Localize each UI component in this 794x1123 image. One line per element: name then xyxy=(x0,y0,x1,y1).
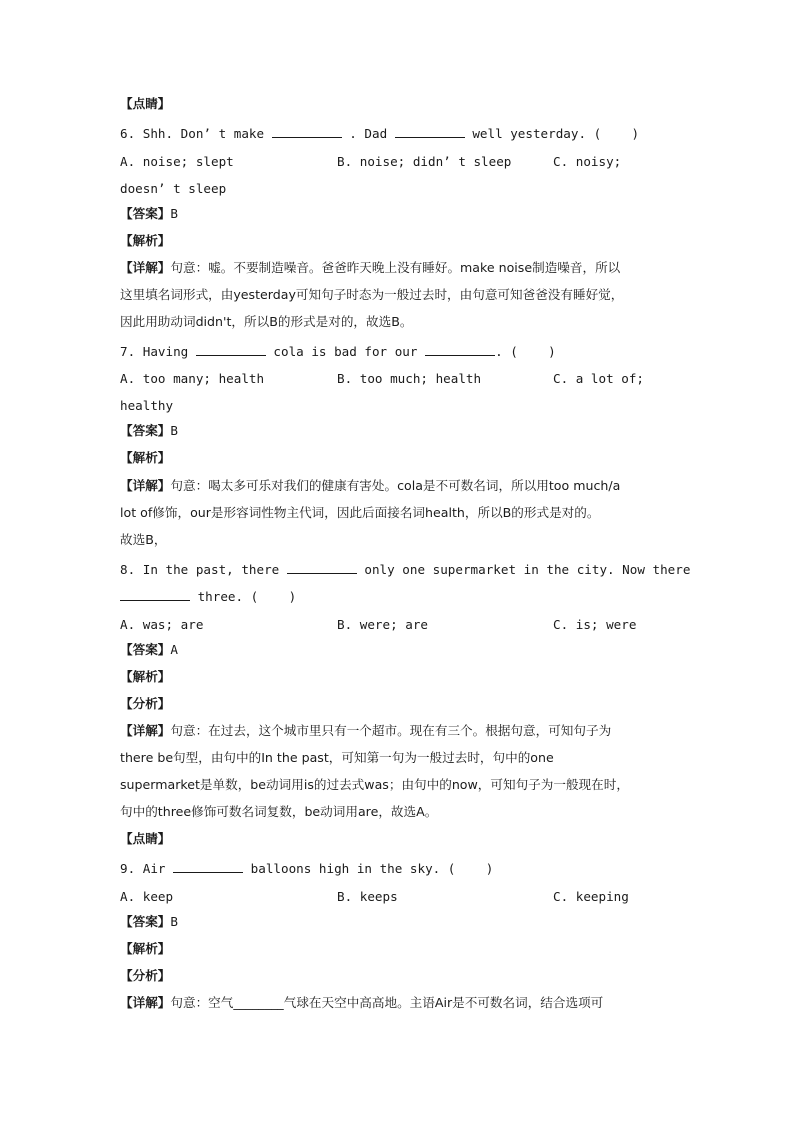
answer-value: B xyxy=(170,914,178,929)
question-number: 7. xyxy=(120,344,143,359)
explanation-text: 句意：空气________气球在天空中高高地。主语Air是不可数名词，结合选项可 xyxy=(170,995,604,1010)
option-c: C. a lot of; xyxy=(553,371,644,386)
section-header: 【解析】 xyxy=(120,941,171,956)
answer-blank xyxy=(395,125,465,138)
text: cola is bad for our xyxy=(265,344,426,359)
answer-blank xyxy=(287,561,357,574)
answer-value: B xyxy=(170,423,178,438)
answer-line xyxy=(120,913,178,931)
detail-label: 【详解】 xyxy=(120,260,171,275)
section-header: 【解析】 xyxy=(120,450,171,465)
explanation-text: 句中的three修饰可数名词复数，be动词用are，故选A。 xyxy=(120,804,438,819)
explanation-line xyxy=(120,776,629,794)
answer-label: 【答案】 xyxy=(120,206,171,221)
explanation-text: lot of修饰，our是形容词性物主代词，因此后面接名词health，所以B的形式是对的。 xyxy=(120,505,600,520)
explanation-line xyxy=(120,531,166,549)
answer-blank xyxy=(425,343,495,356)
detail-label: 【详解】 xyxy=(120,478,171,493)
text: Having xyxy=(142,344,196,359)
explanation-line xyxy=(120,313,412,331)
explanation-line xyxy=(120,286,623,304)
section-header: 【分析】 xyxy=(120,968,171,983)
explanation-text: 句意：嘘。不要制造噪音。爸爸昨天晚上没有睡好。make noise制造噪音，所以 xyxy=(170,260,621,275)
explanation-line xyxy=(120,477,620,495)
explanation-line xyxy=(120,803,437,821)
option-a: A. too many; health xyxy=(120,371,265,386)
text: balloons high in the sky. ( ) xyxy=(243,861,494,876)
text: well yesterday. ( ) xyxy=(464,126,640,141)
section-header: 【解析】 xyxy=(120,233,171,248)
explanation-text: 这里填名词形式，由yesterday可知句子时态为一般过去时，由句意可知爸爸没有睡好觉， xyxy=(120,287,624,302)
answer-blank xyxy=(196,343,266,356)
answer-label: 【答案】 xyxy=(120,642,171,657)
explanation-text: 因此用助动词didn't，所以B的形式是对的，故选B。 xyxy=(120,314,413,329)
section-header: 【点睛】 xyxy=(120,831,171,846)
option-b: B. were; are xyxy=(337,617,428,632)
question-stem-continued xyxy=(120,588,296,606)
question-stem xyxy=(120,860,493,878)
explanation-line xyxy=(120,749,554,767)
option-b: B. too much; health xyxy=(337,371,482,386)
explanation-text: 句意：喝太多可乐对我们的健康有害处。cola是不可数名词，所以用too much/a xyxy=(170,478,621,493)
explanation-line xyxy=(120,504,599,522)
answer-blank xyxy=(272,125,342,138)
text: three. ( ) xyxy=(190,589,297,604)
option-a: A. noise; slept xyxy=(120,154,234,169)
answer-line xyxy=(120,422,178,440)
text: Shh. Don’ t make xyxy=(142,126,272,141)
text: . ( ) xyxy=(495,344,556,359)
question-number: 9. xyxy=(120,861,143,876)
answer-blank xyxy=(120,588,190,601)
section-header: 【点睛】 xyxy=(120,96,171,111)
answer-line xyxy=(120,641,178,659)
option-c: C. noisy; xyxy=(553,154,622,169)
text: only one supermarket in the city. Now there xyxy=(356,562,691,577)
question-stem xyxy=(120,343,556,361)
text: In the past, there xyxy=(142,562,287,577)
detail-label: 【详解】 xyxy=(120,995,171,1010)
explanation-line xyxy=(120,259,620,277)
question-number: 6. xyxy=(120,126,143,141)
option-a: A. was; are xyxy=(120,617,204,632)
answer-line xyxy=(120,205,178,223)
question-stem xyxy=(120,125,639,143)
answer-value: B xyxy=(170,206,178,221)
option-continued: healthy xyxy=(120,398,174,413)
section-header: 【分析】 xyxy=(120,696,171,711)
explanation-text: supermarket是单数，be动词用is的过去式was；由句中的now，可知句子为一般现在时， xyxy=(120,777,629,792)
text: Air xyxy=(142,861,174,876)
question-number: 8. xyxy=(120,562,143,577)
option-c: C. is; were xyxy=(553,617,637,632)
option-c: C. keeping xyxy=(553,889,629,904)
answer-label: 【答案】 xyxy=(120,914,171,929)
explanation-text: 故选B， xyxy=(120,532,167,547)
answer-blank xyxy=(173,860,243,873)
explanation-text: 句意：在过去，这个城市里只有一个超市。现在有三个。根据句意，可知句子为 xyxy=(170,723,612,738)
explanation-line xyxy=(120,994,603,1012)
explanation-line xyxy=(120,722,611,740)
explanation-text: there be句型，由句中的In the past，可知第一句为一般过去时，句中的one xyxy=(120,750,554,765)
option-continued: doesn’ t sleep xyxy=(120,181,227,196)
question-stem xyxy=(120,561,690,579)
detail-label: 【详解】 xyxy=(120,723,171,738)
section-header: 【解析】 xyxy=(120,669,171,684)
option-a: A. keep xyxy=(120,889,174,904)
text: . Dad xyxy=(341,126,395,141)
option-b: B. noise; didn’ t sleep xyxy=(337,154,512,169)
option-b: B. keeps xyxy=(337,889,398,904)
answer-label: 【答案】 xyxy=(120,423,171,438)
answer-value: A xyxy=(170,642,178,657)
